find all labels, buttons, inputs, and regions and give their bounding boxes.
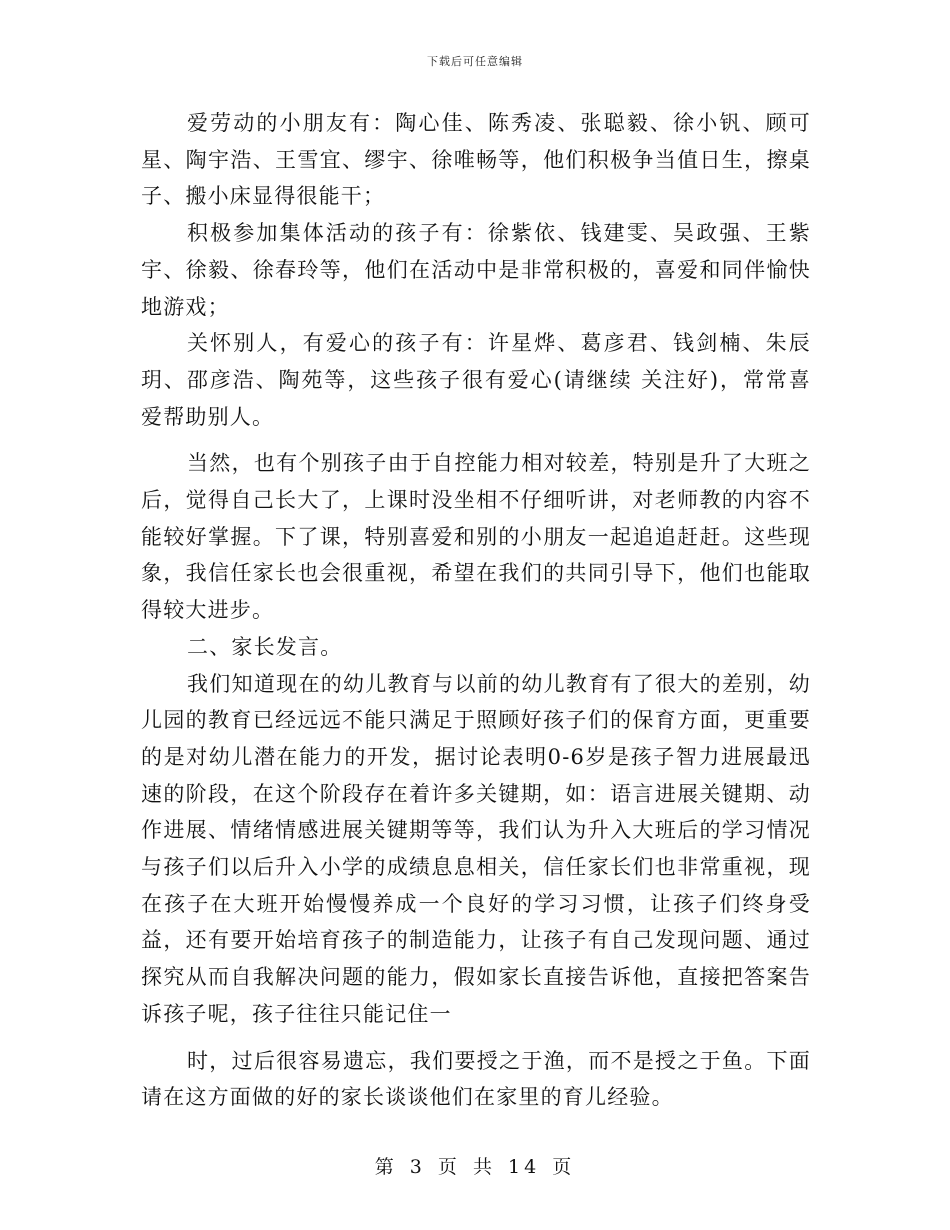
page-header: 下载后可任意编辑 bbox=[427, 55, 523, 68]
paragraph-education-discussion: 我们知道现在的幼儿教育与以前的幼儿教育有了很大的差别，幼儿园的教育已经远远不能只满足于照顾好孩子们的保育方面，更重要的是对幼儿潜在能力的开发，据讨论表明0-6岁是孩子智力进展最迅速的阶段，在这个阶段存在着许多关键期，如：语言进展关键期、动作进展、情绪情感进展关键期等等，我们认为升入大班后的学习情况与孩子们以后升入小学的成绩息息相关，信任家长们也非常重视，现在孩子在大班开始慢慢养成一个良好的学习习惯，让孩子们终身受益，还有要开始培育孩子的制造能力，让孩子有自己发现问题、通过探究从而自我解决问题的能力，假如家长直接告诉他，直接把答案告诉孩子呢，孩子往往只能记住一 bbox=[141, 671, 811, 1026]
paragraph-active-children: 积极参加集体活动的孩子有：徐紫依、钱建雯、吴政强、王紫宇、徐毅、徐春玲等，他们在活动中是非常积极的，喜爱和同伴愉快地游戏； bbox=[141, 221, 811, 319]
paragraph-behavior-issues: 当然，也有个别孩子由于自控能力相对较差，特别是升了大班之后，觉得自己长大了，上课时没坐相不仔细听讲，对老师教的内容不能较好掌握。下了课，特别喜爱和别的小朋友一起追追赶赶。这些现象，我信任家长也会很重视，希望在我们的共同引导下，他们也能取得较大进步。 bbox=[141, 451, 811, 623]
document-body bbox=[141, 105, 811, 1116]
paragraph-closing: 时，过后很容易遗忘，我们要授之于渔，而不是授之于鱼。下面请在这方面做的好的家长谈谈他们在家里的育儿经验。 bbox=[141, 1048, 811, 1110]
page-number-footer: 第 3 页 共 14 页 bbox=[374, 1156, 576, 1178]
paragraph-caring-children: 关怀别人，有爱心的孩子有：许星烨、葛彦君、钱剑楠、朱辰玥、邵彦浩、陶苑等，这些孩子很有爱心(请继续 关注好)，常常喜爱帮助别人。 bbox=[141, 331, 811, 429]
paragraph-hardworking-children: 爱劳动的小朋友有：陶心佳、陈秀凌、张聪毅、徐小钒、顾可星、陶宇浩、王雪宜、缪宇、徐唯畅等，他们积极争当值日生，擦桌子、搬小床显得很能干； bbox=[141, 111, 811, 209]
section-heading-parent-speech: 二、家长发言。 bbox=[187, 634, 343, 659]
